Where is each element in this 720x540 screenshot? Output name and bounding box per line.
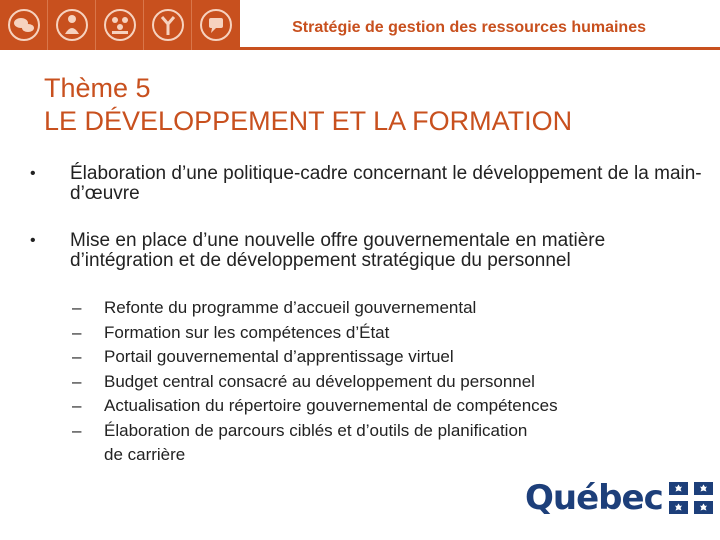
icon-strip bbox=[0, 0, 240, 50]
bullet-marker: • bbox=[30, 232, 36, 249]
sub-item bbox=[72, 296, 672, 321]
bullet-text: Élaboration d’une politique-cadre concernant le développement de la main-d’œuvre bbox=[70, 163, 702, 204]
bullet-text: Mise en place d’une nouvelle offre gouvernementale en matière d’intégration et de développement stratégique du personnel bbox=[70, 230, 606, 271]
person-icon bbox=[48, 0, 96, 50]
dash-marker: – bbox=[72, 347, 82, 366]
sub-text: Élaboration de parcours ciblés et d’outils de planification bbox=[104, 420, 528, 440]
header-rule bbox=[240, 47, 720, 50]
sub-text: Formation sur les compétences d’État bbox=[104, 322, 390, 342]
sub-item bbox=[72, 394, 672, 419]
bullet-item bbox=[24, 164, 704, 204]
slide-title-line1: Thème 5 bbox=[44, 73, 151, 103]
bullet-marker: • bbox=[30, 165, 36, 182]
dash-marker: – bbox=[72, 322, 82, 342]
dash-marker: – bbox=[72, 298, 82, 317]
sub-text: Refonte du programme d’accueil gouvernemental bbox=[104, 298, 477, 317]
sub-item bbox=[72, 321, 672, 346]
quebec-logo bbox=[525, 478, 713, 518]
dash-marker: – bbox=[72, 420, 82, 440]
fleurdelise-flag-icon bbox=[669, 482, 713, 514]
sub-item bbox=[72, 345, 672, 370]
dialogue-icon bbox=[192, 0, 240, 50]
slide-title-line2: LE DÉVELOPPEMENT ET LA FORMATION bbox=[44, 106, 573, 136]
sub-text-continuation: de carrière bbox=[104, 445, 186, 464]
sub-item bbox=[72, 419, 672, 467]
sub-text: Portail gouvernemental d’apprentissage virtuel bbox=[104, 347, 454, 366]
sub-text: Budget central consacré au développement du personnel bbox=[104, 371, 535, 391]
slide-header bbox=[0, 0, 720, 50]
bullet-list bbox=[24, 164, 704, 298]
sub-item bbox=[72, 370, 672, 395]
sub-text: Actualisation du répertoire gouvernemental de compétences bbox=[104, 396, 558, 415]
dash-marker: – bbox=[72, 396, 82, 415]
dash-marker: – bbox=[72, 371, 82, 391]
header-title: Stratégie de gestion des ressources humaines bbox=[292, 19, 646, 36]
chat-icon bbox=[0, 0, 48, 50]
logo-wordmark: Québec bbox=[525, 478, 663, 518]
bullet-item bbox=[24, 231, 704, 271]
sub-list bbox=[72, 296, 672, 466]
growth-icon bbox=[144, 0, 192, 50]
group-icon bbox=[96, 0, 144, 50]
slide-title bbox=[44, 72, 572, 138]
